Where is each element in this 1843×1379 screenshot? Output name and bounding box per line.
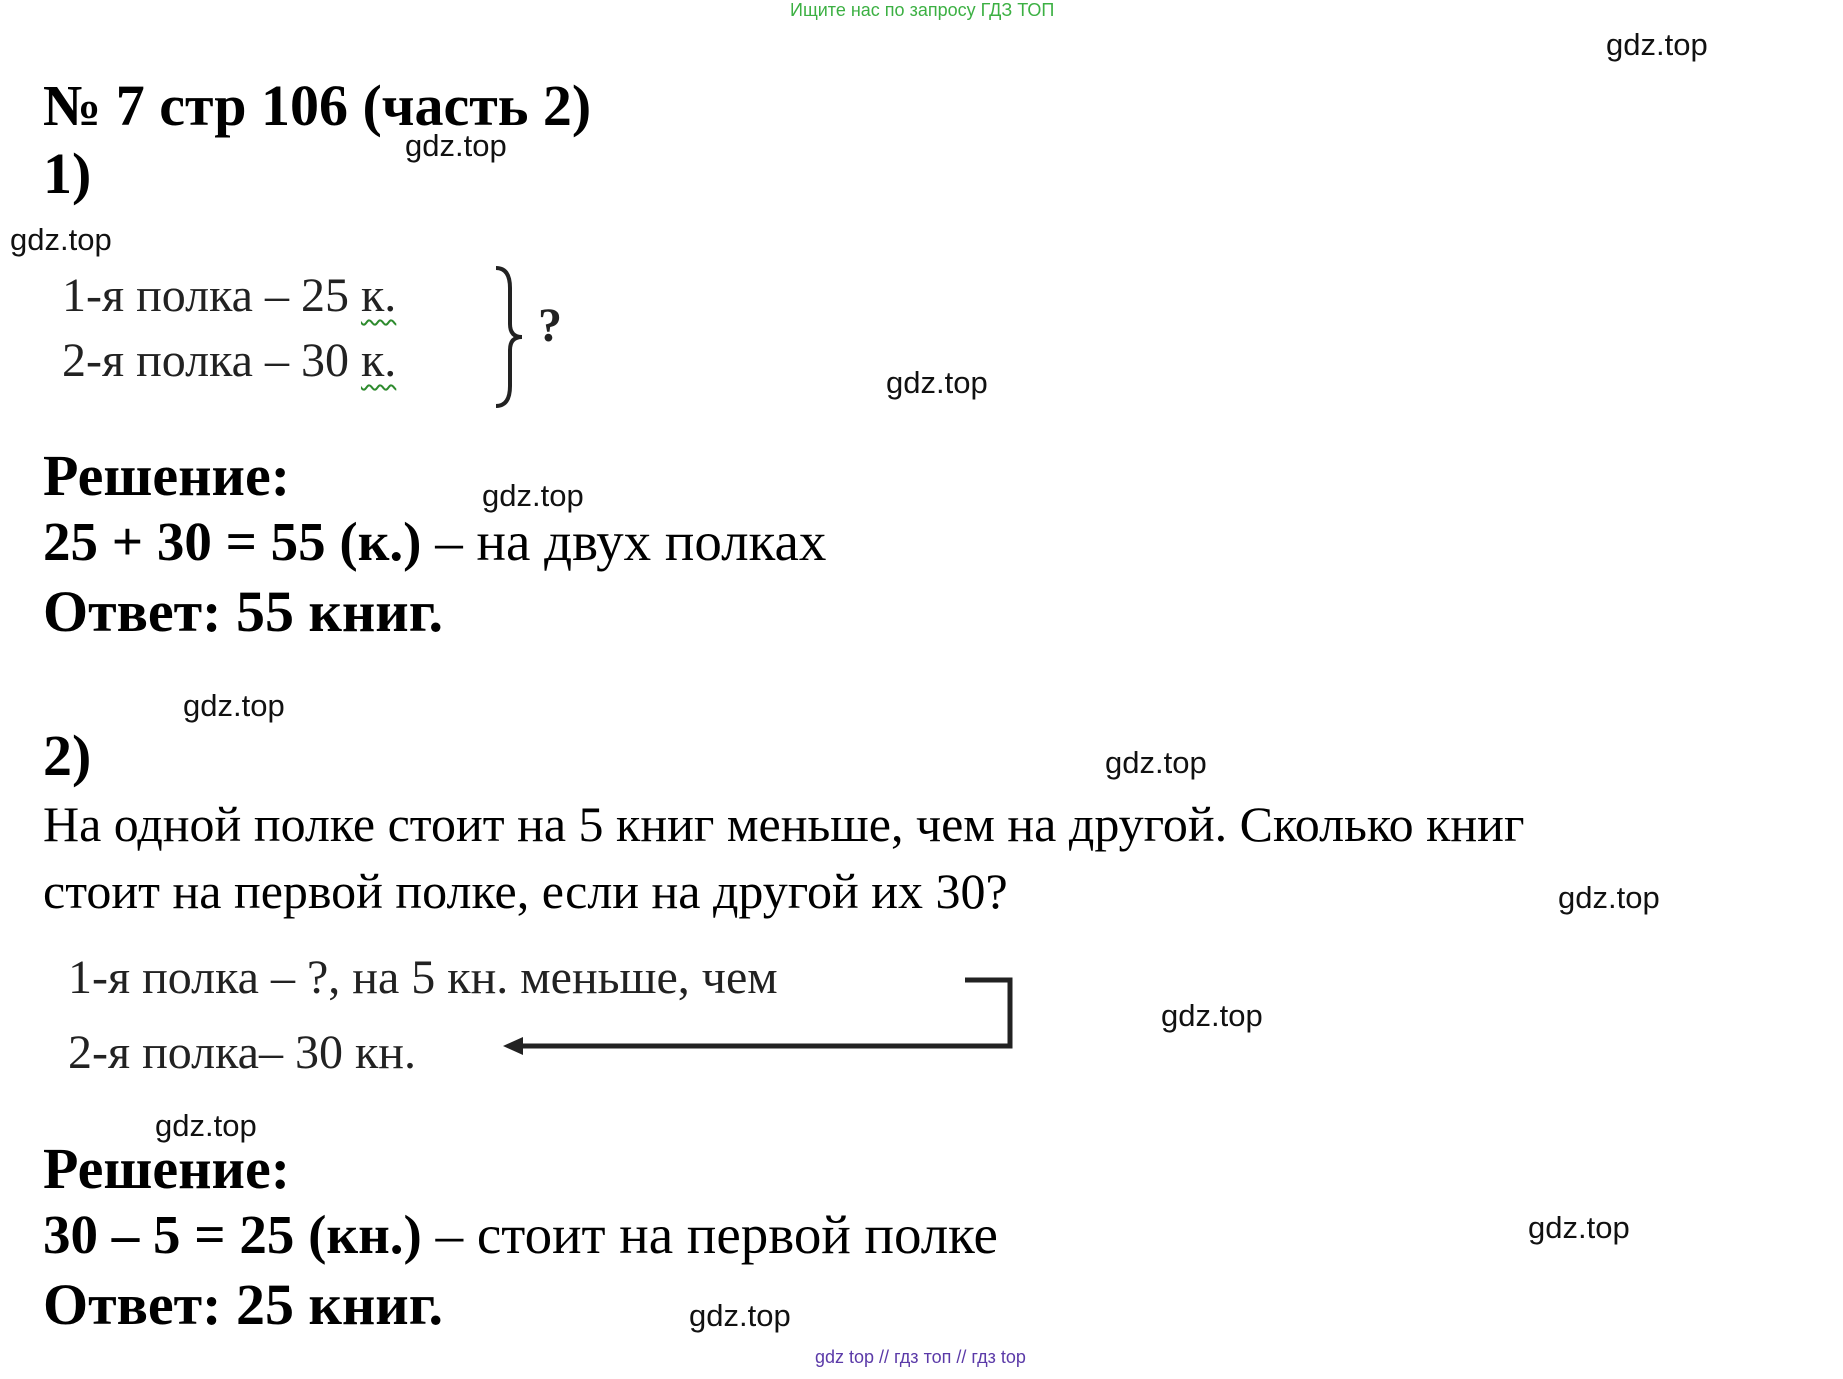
part1-answer: Ответ: 55 книг. [43,579,444,644]
watermark: gdz.top [1558,880,1660,915]
part1-row1 [62,268,396,323]
part1-question: ? [538,299,562,352]
curly-brace-icon [490,262,530,412]
part1-solution-label: Решение: [43,443,291,508]
part2-problem-line2: стоит на первой полке, если на другой их 30? [43,863,1008,919]
watermark: gdz.top [886,365,988,400]
part1-row2-unit: к. [360,334,397,387]
watermark: gdz.top [1528,1210,1630,1245]
part2-equation: 30 – 5 = 25 (кн.) [43,1204,422,1265]
comparison-arrow-icon [495,968,1020,1058]
watermark: gdz.top [155,1108,257,1143]
watermark: gdz.top [183,688,285,723]
part1-row2-text: 2-я полка – 30 [62,334,361,387]
part1-row2 [62,333,396,388]
part1-solution-line [43,510,826,573]
part1-equation: 25 + 30 = 55 (к.) [43,511,422,572]
part1-row1-text: 1-я полка – 25 [62,269,361,322]
watermark: gdz.top [405,128,507,163]
watermark: gdz.top [482,478,584,513]
part1-row1-unit: к. [360,269,397,322]
part1-label: 1) [43,141,92,206]
part2-solution-label: Решение: [43,1136,291,1201]
part2-answer: Ответ: 25 книг. [43,1272,444,1337]
part2-equation-note: – стоит на первой полке [421,1204,998,1265]
watermark: gdz.top [1606,27,1708,62]
part2-row2: 2-я полка– 30 кн. [68,1026,416,1079]
part2-label: 2) [43,723,92,788]
part1-equation-note: – на двух полках [421,511,827,572]
watermark: gdz.top [1105,745,1207,780]
watermark: gdz.top [1161,998,1263,1033]
part2-problem-line1: На одной полке стоит на 5 книг меньше, чем на другой. Сколько книг [43,796,1525,852]
part2-solution-line [43,1203,998,1266]
part2-row1: 1-я полка – ?, на 5 кн. меньше, чем [68,951,778,1004]
top-banner: Ищите нас по запросу ГДЗ ТОП [790,0,1055,20]
footer-links: gdz top // гдз топ // гдз top [815,1347,1026,1367]
page-title: № 7 стр 106 (часть 2) [43,73,592,138]
watermark: gdz.top [689,1298,791,1333]
watermark: gdz.top [10,222,112,257]
